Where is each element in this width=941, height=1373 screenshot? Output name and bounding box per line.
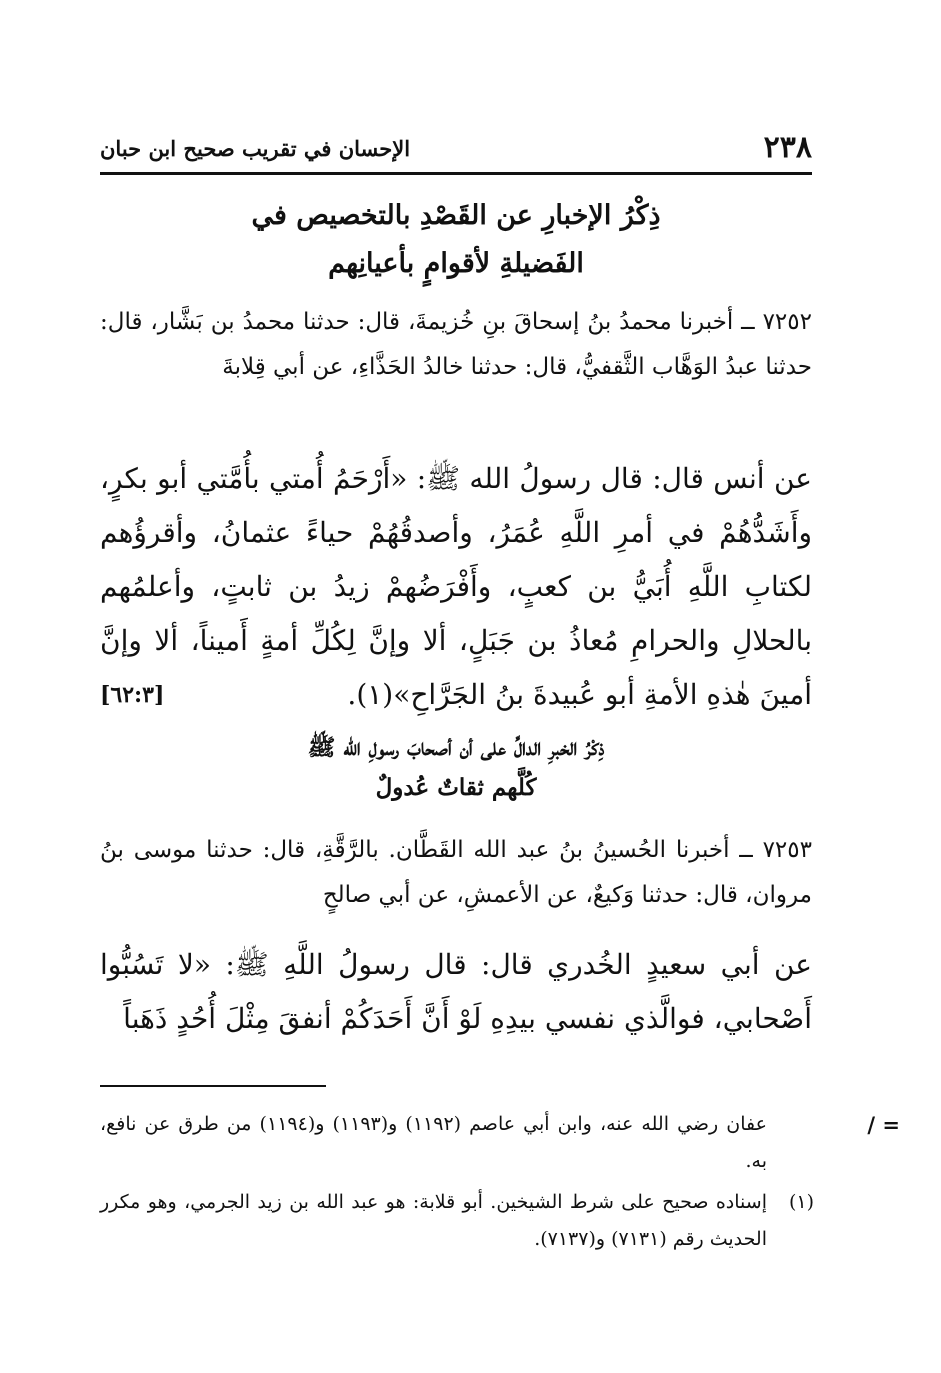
section-heading-2 xyxy=(100,728,812,808)
hadith-7252-isnad: ٧٢٥٢ ــ أخبرنا محمدُ بنُ إسحاقَ بنِ خُزيمةَ، قال: حدثنا محمدُ بن بَشَّار، قال: حدثنا عبدُ الوَهَّاب الثَّقفيُّ، قال: حدثنا خالدُ الحَذَّاءِ، عن أبي قِلابةَ xyxy=(100,309,812,380)
book-page xyxy=(100,128,900,1288)
footnote-continued xyxy=(100,1106,900,1180)
footnotes xyxy=(100,1106,900,1262)
continuation-marker: = / xyxy=(867,1112,900,1137)
section-heading-1-line-2: الفَضيلةِ لأقوامٍ بأعيانِهم xyxy=(328,248,584,279)
hadith-7253-isnad: ٧٢٥٣ ــ أخبرنا الحُسينُ بنُ عبد الله القَطَّان. بالرَّقَّةِ، قال: حدثنا موسى بنُ مروان، قال: حدثنا وَكيعٌ، عن الأعمشِ، عن أبي صالحٍ xyxy=(100,837,812,908)
section-heading-1 xyxy=(100,192,812,288)
footnote-continued-text: عفان رضي الله عنه، وابن أبي عاصم (١١٩٢) و(١١٩٣) و(١١٩٤) من طرق عن نافع، به. xyxy=(100,1113,767,1172)
section-heading-1-line-1: ذِكْرُ الإخبارِ عن القَصْدِ بالتخصيص في xyxy=(251,200,661,231)
section-heading-2-line-1: ذِكْرُ الخبرِ الدالِّ على أن أصحابَ رسولِ الله ﷺ xyxy=(307,734,605,761)
hadith-7252-text: عن أنس قال: قال رسولُ الله ﷺ: «أَرْحَمُ أُمتي بأُمَّتي أبو بكرٍ، وأَشَدُّهُمْ في أمرِ اللَّهِ عُمَرُ، وأصدقُهُمْ حياءً عثمانُ، وأقرؤُهم لكتابِ اللَّهِ أُبَيُّ بن كعبٍ، وأَفْرَضُهمْ زيدُ بن ثابتٍ، وأعلمُهم بالحلالِ والحرامِ مُعاذُ بن جَبَلٍ، ألا وإنَّ لِكُلِّ أمةٍ أَميناً، ألا وإنَّ أمينَ هٰذهِ الأمةِ أبو عُبيدةَ بنُ الجَرَّاحِ»(١). xyxy=(100,462,812,711)
hadith-7252-reference: [٦٢:٣] xyxy=(100,682,165,708)
footnote-1-marker: (١) xyxy=(788,1191,814,1213)
footnote-1-text: إسناده صحيح على شرط الشيخين. أبو قلابة: هو عبد الله بن زيد الجرمي، وهو مكرر الحديث رقم (٧١٣١) و(٧١٣٧). xyxy=(100,1191,767,1250)
hadith-7253-matn: عن أبي سعيدٍ الخُدري قال: قال رسولُ اللَّهِ ﷺ: «لا تَسُبُّوا أَصْحابي، فوالَّذي نفسي بيدِهِ لَوْ أَنَّ أَحَدَكُمْ أنفقَ مِثْلَ أُحُدٍ ذَهَباً xyxy=(100,948,812,1035)
footnote-1 xyxy=(100,1184,812,1258)
page-number: ٢٣٨ xyxy=(763,130,812,165)
page-header xyxy=(100,128,812,175)
footnote-separator xyxy=(100,1085,326,1087)
section-heading-2-line-2: كُلَّهم ثقاتٌ عُدولٌ xyxy=(375,774,537,801)
hadith-7252-matn xyxy=(100,452,812,722)
running-title: الإحسان في تقريب صحيح ابن حبان xyxy=(100,136,411,161)
